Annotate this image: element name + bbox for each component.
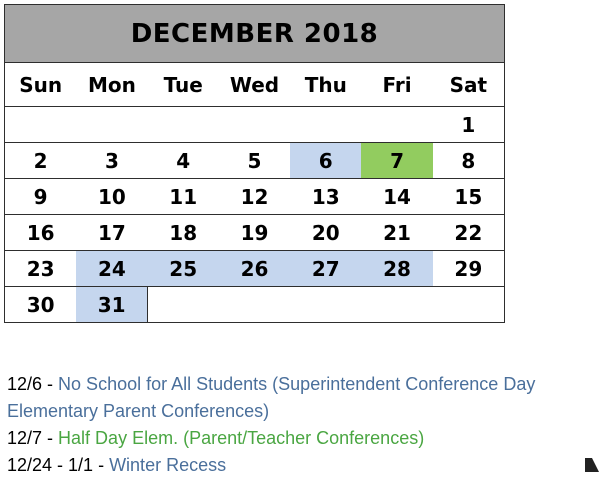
empty-day-cell — [76, 107, 147, 143]
day-cell-24: 24 — [76, 251, 147, 287]
weekday-header-row — [5, 63, 504, 107]
day-cell-6: 6 — [290, 143, 361, 179]
weekday-sun: Sun — [5, 63, 76, 107]
day-cell-26: 26 — [219, 251, 290, 287]
legend-separator: - — [93, 455, 110, 475]
mouse-cursor-icon — [585, 458, 599, 472]
empty-day-cell — [148, 107, 219, 143]
day-cell-7: 7 — [361, 143, 432, 179]
day-cell-25: 25 — [148, 251, 219, 287]
week-row — [5, 179, 504, 215]
legend-date: 12/7 — [7, 428, 43, 448]
legend — [7, 371, 535, 479]
legend-item-half-day — [7, 425, 535, 452]
day-cell-19: 19 — [219, 215, 290, 251]
day-cell-22: 22 — [433, 215, 504, 251]
day-cell-29: 29 — [433, 251, 504, 287]
legend-date: 12/6 — [7, 374, 43, 394]
legend-description: Half Day Elem. (Parent/Teacher Conferences) — [58, 428, 425, 448]
legend-separator: - — [42, 428, 59, 448]
day-cell-5: 5 — [219, 143, 290, 179]
empty-day-cell — [5, 107, 76, 143]
day-cell-12: 12 — [219, 179, 290, 215]
day-cell-1: 1 — [433, 107, 504, 143]
empty-day-cell — [433, 287, 504, 323]
day-cell-17: 17 — [76, 215, 147, 251]
day-cell-28: 28 — [361, 251, 432, 287]
day-cell-11: 11 — [148, 179, 219, 215]
empty-day-cell — [290, 287, 361, 323]
weekday-tue: Tue — [148, 63, 219, 107]
day-cell-21: 21 — [361, 215, 432, 251]
day-cell-30: 30 — [26, 292, 55, 317]
weekday-thu: Thu — [290, 63, 361, 107]
day-cell-3: 3 — [76, 143, 147, 179]
day-cell-18: 18 — [148, 215, 219, 251]
calendar-title: DECEMBER 2018 — [5, 5, 504, 63]
day-cell-23: 23 — [5, 251, 76, 287]
day-cell-16: 16 — [5, 215, 76, 251]
empty-day-cell — [219, 107, 290, 143]
empty-day-cell — [148, 287, 219, 323]
week-row — [5, 287, 504, 323]
day-cell-20: 20 — [290, 215, 361, 251]
empty-day-cell — [361, 287, 432, 323]
day-cell-10: 10 — [76, 179, 147, 215]
calendar — [4, 4, 505, 323]
legend-item-winter-recess — [7, 452, 535, 479]
weekday-sat: Sat — [433, 63, 504, 107]
empty-day-cell — [290, 107, 361, 143]
week-row — [5, 107, 504, 143]
day-cell-14: 14 — [361, 179, 432, 215]
day-cell-4: 4 — [148, 143, 219, 179]
legend-item-no-school — [7, 371, 535, 398]
calendar-weeks — [5, 107, 504, 323]
legend-date: 12/24 - 1/1 — [7, 455, 94, 475]
weekday-mon: Mon — [76, 63, 147, 107]
legend-description: Winter Recess — [109, 455, 227, 475]
empty-day-cell — [361, 107, 432, 143]
calendar-grid — [5, 63, 504, 322]
day-cell-15: 15 — [433, 179, 504, 215]
legend-description-continued: Elementary Parent Conferences) — [7, 401, 270, 421]
legend-description: No School for All Students (Superintendent Conference Day — [58, 374, 536, 394]
day-cell-2: 2 — [5, 143, 76, 179]
day-cell-13: 13 — [290, 179, 361, 215]
week-row — [5, 251, 504, 287]
day-cell-8: 8 — [433, 143, 504, 179]
weekday-fri: Fri — [361, 63, 432, 107]
day-cell-27: 27 — [290, 251, 361, 287]
day-cell-31: 31 — [76, 287, 147, 323]
week-row — [5, 143, 504, 179]
day-cell-9: 9 — [5, 179, 76, 215]
legend-separator: - — [42, 374, 59, 394]
weekday-wed: Wed — [219, 63, 290, 107]
empty-day-cell — [219, 287, 290, 323]
week-row — [5, 215, 504, 251]
